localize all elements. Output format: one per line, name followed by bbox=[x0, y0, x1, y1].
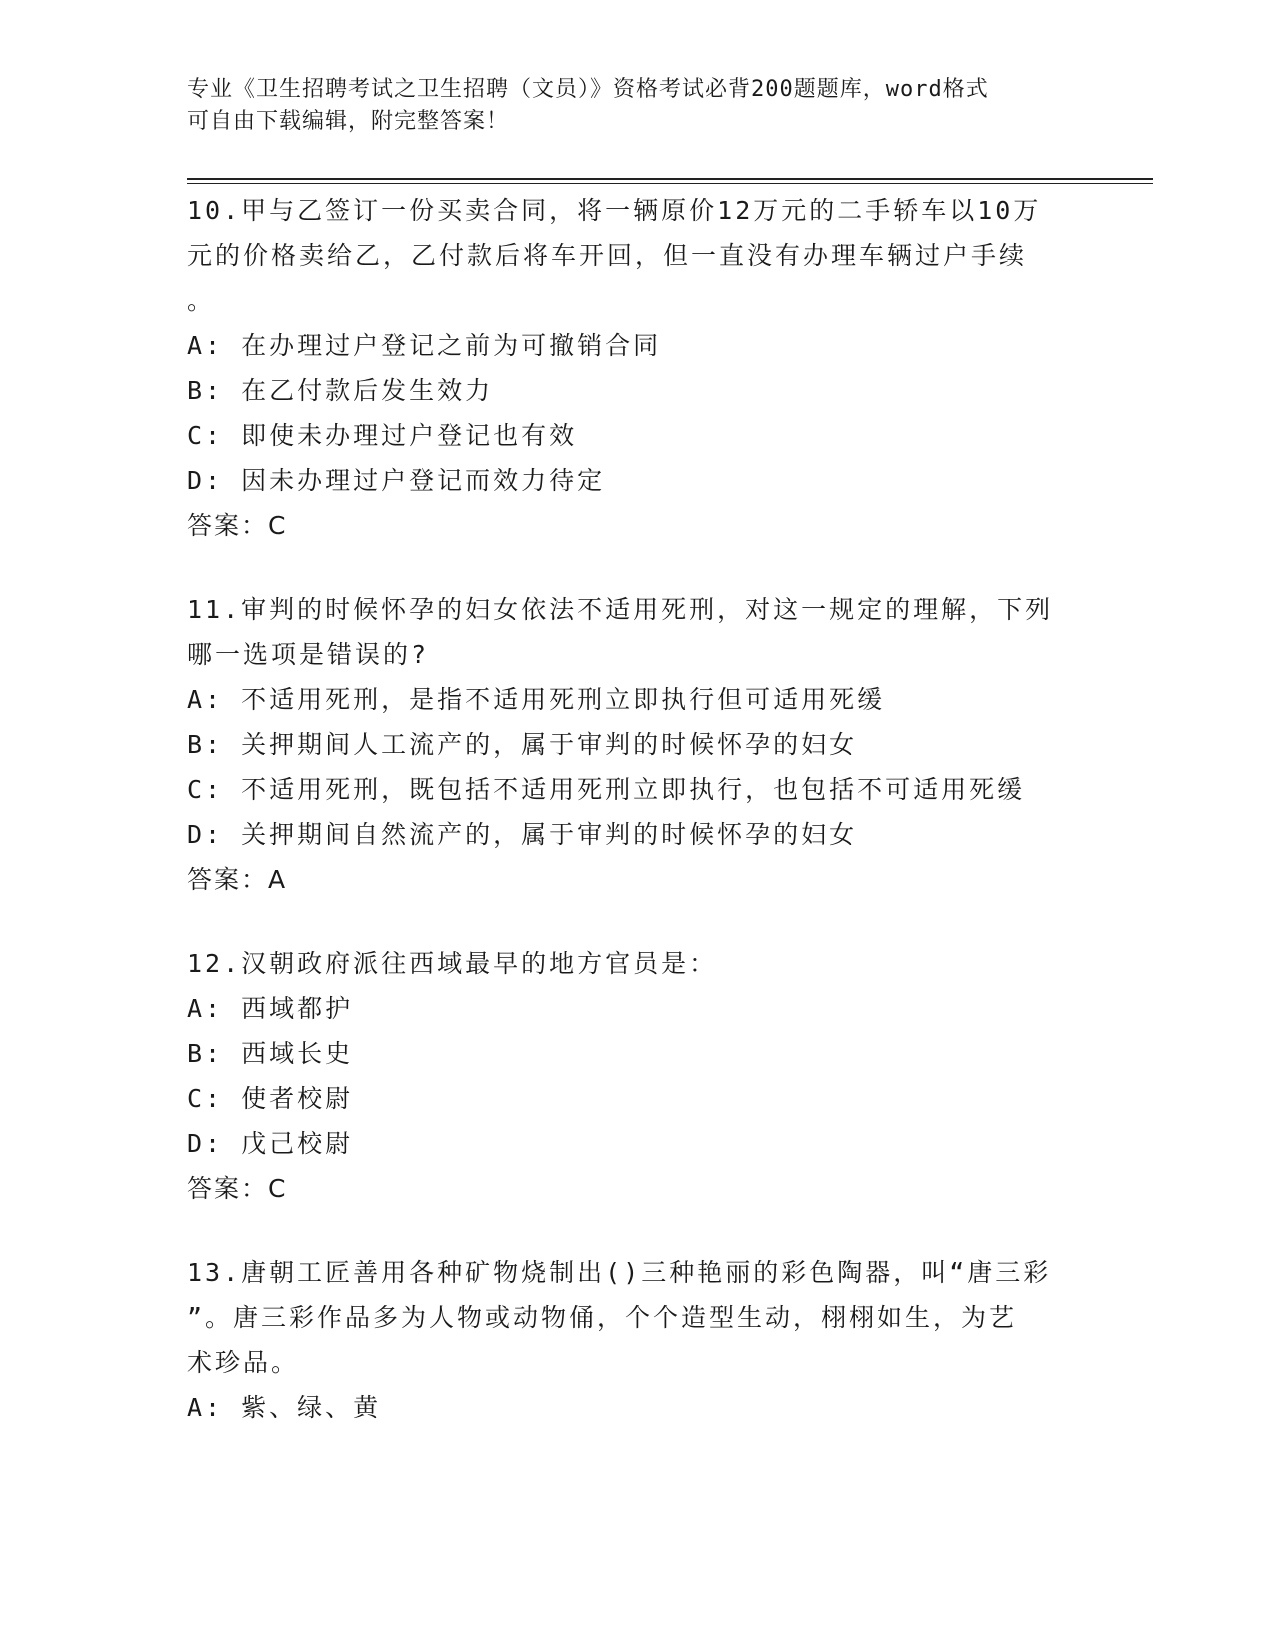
question-text-line: ”。唐三彩作品多为人物或动物俑，个个造型生动，栩栩如生，为艺 bbox=[187, 1303, 1018, 1332]
question-text-line: 元的价格卖给乙，乙付款后将车开回，但一直没有办理车辆过户手续 bbox=[187, 241, 1028, 270]
answer-option: A: 不适用死刑，是指不适用死刑立即执行但可适用死缓 bbox=[187, 685, 886, 714]
header-divider-thin bbox=[187, 183, 1153, 184]
question-block bbox=[187, 1250, 1067, 1430]
answer-option: D: 戊己校尉 bbox=[187, 1129, 354, 1158]
question-text-line: 13.唐朝工匠善用各种矿物烧制出()三种艳丽的彩色陶器，叫“唐三彩 bbox=[187, 1258, 1052, 1287]
answer-key: 答案：C bbox=[187, 1174, 288, 1203]
question-text-line: 哪一选项是错误的? bbox=[187, 640, 430, 669]
question-text-line: 10.甲与乙签订一份买卖合同，将一辆原价12万元的二手轿车以10万 bbox=[187, 196, 1042, 225]
answer-option: A: 在办理过户登记之前为可撤销合同 bbox=[187, 331, 662, 360]
header-line-2: 可自由下载编辑，附完整答案！ bbox=[187, 109, 510, 134]
question-block bbox=[187, 188, 1067, 548]
answer-option: C: 即使未办理过户登记也有效 bbox=[187, 421, 578, 450]
question-text-line: 11.审判的时候怀孕的妇女依法不适用死刑，对这一规定的理解，下列 bbox=[187, 595, 1054, 624]
answer-key: 答案：C bbox=[187, 511, 288, 540]
answer-option: A: 紫、绿、黄 bbox=[187, 1393, 382, 1422]
question-block bbox=[187, 587, 1067, 902]
answer-option: B: 西域长史 bbox=[187, 1039, 354, 1068]
answer-key: 答案：A bbox=[187, 865, 288, 894]
answer-option: C: 使者校尉 bbox=[187, 1084, 354, 1113]
answer-option: B: 在乙付款后发生效力 bbox=[187, 376, 494, 405]
question-text-line: 术珍品。 bbox=[187, 1348, 300, 1377]
answer-option: A: 西域都护 bbox=[187, 994, 354, 1023]
question-list bbox=[187, 188, 1067, 1469]
question-block bbox=[187, 941, 1067, 1211]
answer-option: D: 因未办理过户登记而效力待定 bbox=[187, 466, 606, 495]
question-text-line: 12.汉朝政府派往西域最早的地方官员是： bbox=[187, 949, 718, 978]
document-header bbox=[187, 74, 1067, 138]
question-text-line: 。 bbox=[187, 286, 216, 315]
header-divider-thick bbox=[187, 178, 1153, 180]
header-line-1: 专业《卫生招聘考试之卫生招聘（文员）》资格考试必背200题题库，word格式 bbox=[187, 77, 989, 102]
answer-option: D: 关押期间自然流产的，属于审判的时候怀孕的妇女 bbox=[187, 820, 858, 849]
answer-option: C: 不适用死刑，既包括不适用死刑立即执行，也包括不可适用死缓 bbox=[187, 775, 1026, 804]
answer-option: B: 关押期间人工流产的，属于审判的时候怀孕的妇女 bbox=[187, 730, 858, 759]
